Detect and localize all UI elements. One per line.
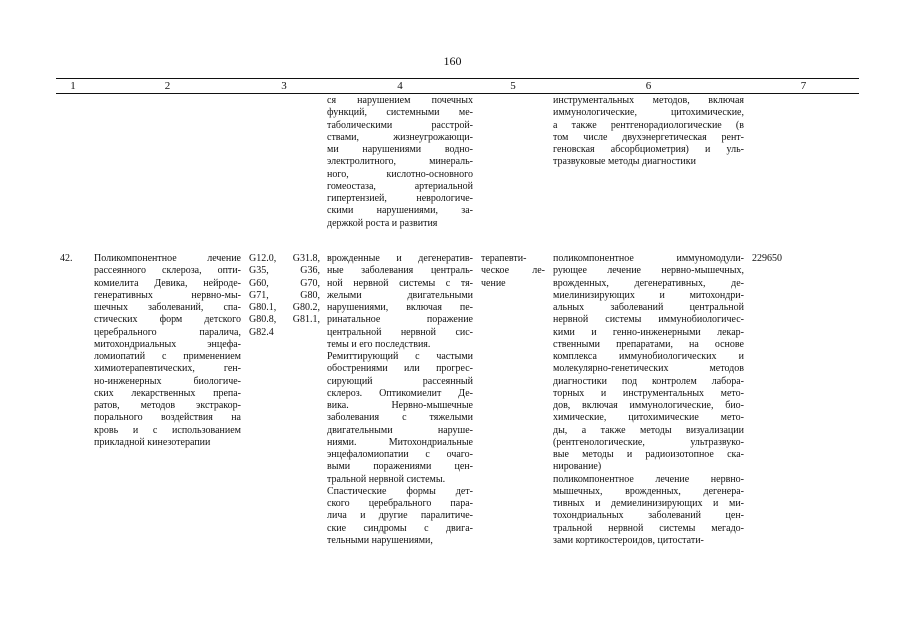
text-line: вика. Нервно-мышечные	[327, 400, 473, 411]
text-line: том числе двухэнергетическая рент-	[553, 131, 744, 143]
text-line: нарушениями, включая пе-	[327, 302, 473, 313]
text-line: ческое ле-	[481, 265, 545, 277]
text-line: склероз. Оптикомиелит Де-	[327, 387, 473, 399]
medical-care-table	[56, 78, 859, 547]
text-line: тральной нервной системы мегадо-	[553, 522, 744, 534]
column-number: 2	[90, 79, 245, 94]
text-line: диагностики под контролем лабора-	[553, 375, 744, 387]
text-line: порального воздействия на	[94, 412, 241, 424]
text-line: двигательными наруше-	[327, 424, 473, 436]
text-line: лича и другие паралитиче-	[327, 510, 473, 522]
text-line: комиелита Девика, нейроде-	[94, 277, 241, 289]
text-line: обострениями или прогрес-	[327, 363, 473, 375]
icd-code: G35,	[249, 265, 269, 277]
text-line: тивных и демиелинизирующих и ми-	[553, 498, 744, 509]
treatment-method-continued	[549, 94, 748, 254]
text-line: шечных заболеваний, спа-	[94, 302, 241, 313]
text-line: врожденных, дегенеративных, де-	[553, 277, 744, 289]
text-line: гипертензией, неврологиче-	[327, 193, 473, 204]
text-line: скими нарушениями, за-	[327, 205, 473, 217]
treatment-type	[477, 253, 549, 547]
text-line: ды, а также методы визуализации	[553, 424, 744, 436]
patient-model	[323, 253, 477, 547]
text-line: ского церебрального пара-	[327, 498, 473, 509]
text-line: сирующий рассеянный	[327, 375, 473, 387]
text-line: врожденные и дегенератив-	[327, 253, 473, 264]
row-number: 42.	[60, 253, 73, 264]
text-line: тохондриальных заболеваний цен-	[553, 510, 744, 522]
text-line: рассеянного склероза, опти-	[94, 265, 241, 277]
text-line: поликомпонентное лечение нервно-	[553, 473, 744, 485]
text-line: ломиопатий с применением	[94, 351, 241, 362]
column-number: 4	[323, 79, 477, 94]
care-type-name	[90, 253, 245, 547]
icd-code: G80.2,	[292, 302, 320, 313]
text-line: тразвуковые методы диагностики	[553, 156, 696, 168]
text-line: зами кортикостероидов, цитостати-	[553, 534, 704, 546]
text-line: ствами, жизнеугрожающи-	[327, 131, 473, 143]
text-line: центральной нервной сис-	[327, 326, 473, 338]
icd-code: G81.1,	[292, 314, 320, 326]
text-line: электролитного, минераль-	[327, 156, 473, 168]
text-line: терапевти-	[481, 253, 527, 264]
text-line: темы и его последствия.	[327, 338, 431, 350]
page-number: 160	[443, 54, 462, 68]
icd-code: G82.4	[249, 326, 274, 338]
icd-code: G36,	[300, 265, 320, 277]
text-line: стических форм детского	[94, 314, 241, 326]
text-line: миелинизирующих и митохондри-	[553, 289, 744, 301]
text-line: ной нервной системы с тя-	[327, 277, 473, 289]
patient-model-continued	[323, 94, 477, 254]
text-line: желыми двигательными	[327, 289, 473, 301]
icd-code	[284, 327, 320, 339]
column-number: 1	[56, 79, 90, 94]
icd-code: G71,	[249, 289, 269, 301]
text-line: альных заболеваний центральной	[553, 302, 744, 313]
column-number: 7	[748, 79, 859, 94]
text-line: вые методы и радиоизотопное ска-	[553, 449, 744, 460]
text-line: прикладной кинезотерапии	[94, 436, 211, 448]
column-number: 5	[477, 79, 549, 94]
standard-cost: 229650	[752, 253, 782, 264]
text-line: гомеостаза, артериальной	[327, 180, 473, 192]
icd-code: G80.1,	[249, 302, 277, 313]
text-line: митохондриальных энцефа-	[94, 338, 241, 350]
text-line: Ремиттирующий с частыми	[327, 351, 473, 362]
column-number: 6	[549, 79, 748, 94]
icd-codes	[245, 253, 323, 547]
text-line: тельными нарушениями,	[327, 534, 433, 546]
icd-code: G70,	[300, 277, 320, 289]
icd-code: G60,	[249, 277, 269, 289]
continuation-row	[56, 94, 859, 254]
treatment-method	[549, 253, 748, 547]
table-row-42	[56, 253, 859, 547]
text-line: ные заболевания централь-	[327, 265, 473, 277]
text-line: молекулярно-генетических методов	[553, 363, 744, 375]
text-line: ниями. Митохондриальные	[327, 436, 473, 448]
text-line: геновская абсорбциометрия) и уль-	[553, 144, 744, 155]
text-line: церебрального паралича,	[94, 326, 241, 338]
text-line: кровь и с использованием	[94, 424, 241, 436]
text-line: инструментальных методов, включая	[553, 95, 744, 106]
text-line: ских лекарственных препа-	[94, 387, 241, 399]
text-line: заболевания с тяжелыми	[327, 412, 473, 424]
text-line: ственными препаратами, на основе	[553, 338, 744, 350]
text-line: Спастические формы дет-	[327, 485, 473, 497]
icd-code: G31.8,	[292, 253, 320, 264]
text-line: генеративных нервно-мы-	[94, 289, 241, 301]
text-line: тральной нервной системы.	[327, 473, 446, 485]
text-line: химические, цитохимические мето-	[553, 412, 744, 424]
text-line: ринатальное поражение	[327, 314, 473, 326]
text-line: Поликомпонентное лечение	[94, 253, 241, 264]
column-number-row	[56, 79, 859, 94]
icd-code: G12.0,	[249, 253, 277, 264]
text-line: дов, включая иммунологические, био-	[553, 400, 744, 411]
text-line: кими и генно-инженерными лекар-	[553, 326, 744, 338]
text-line: но-инженерных биологиче-	[94, 375, 241, 387]
text-line: ся нарушением почечных	[327, 95, 473, 106]
text-line: поликомпонентное иммуномодули-	[553, 253, 744, 264]
text-line: выми поражениями цен-	[327, 461, 473, 473]
text-line: торных и инструментальных мето-	[553, 387, 744, 399]
text-line: мышечных, врожденных, дегенера-	[553, 485, 744, 497]
text-line: рующее лечение нервно-мышечных,	[553, 265, 744, 277]
text-line: ские синдромы с двига-	[327, 522, 473, 534]
text-line: энцефаломиопатии с очаго-	[327, 449, 473, 460]
text-line: химиотерапевтических, ген-	[94, 363, 241, 375]
text-line: ратов, методов экстракор-	[94, 400, 241, 411]
text-line: таболическими расстрой-	[327, 119, 473, 131]
icd-code: G80,	[300, 289, 320, 301]
text-line: а также рентгенорадиологические (в	[553, 119, 744, 131]
column-number: 3	[245, 79, 323, 94]
icd-code: G80.8,	[249, 314, 277, 326]
text-line: чение	[481, 277, 506, 289]
text-line: нервной системы иммунобиологичес-	[553, 314, 744, 326]
text-line: ного, кислотно-основного	[327, 168, 473, 180]
text-line: функций, системными ме-	[327, 107, 473, 119]
text-line: ми нарушениями водно-	[327, 144, 473, 155]
text-line: (рентгенологические, ультразвуко-	[553, 436, 744, 448]
text-line: комплекса иммунобиологических и	[553, 351, 744, 362]
text-line: иммунологические, цитохимические,	[553, 107, 744, 119]
text-line: нирование)	[553, 461, 602, 473]
text-line: держкой роста и развития	[327, 217, 438, 229]
